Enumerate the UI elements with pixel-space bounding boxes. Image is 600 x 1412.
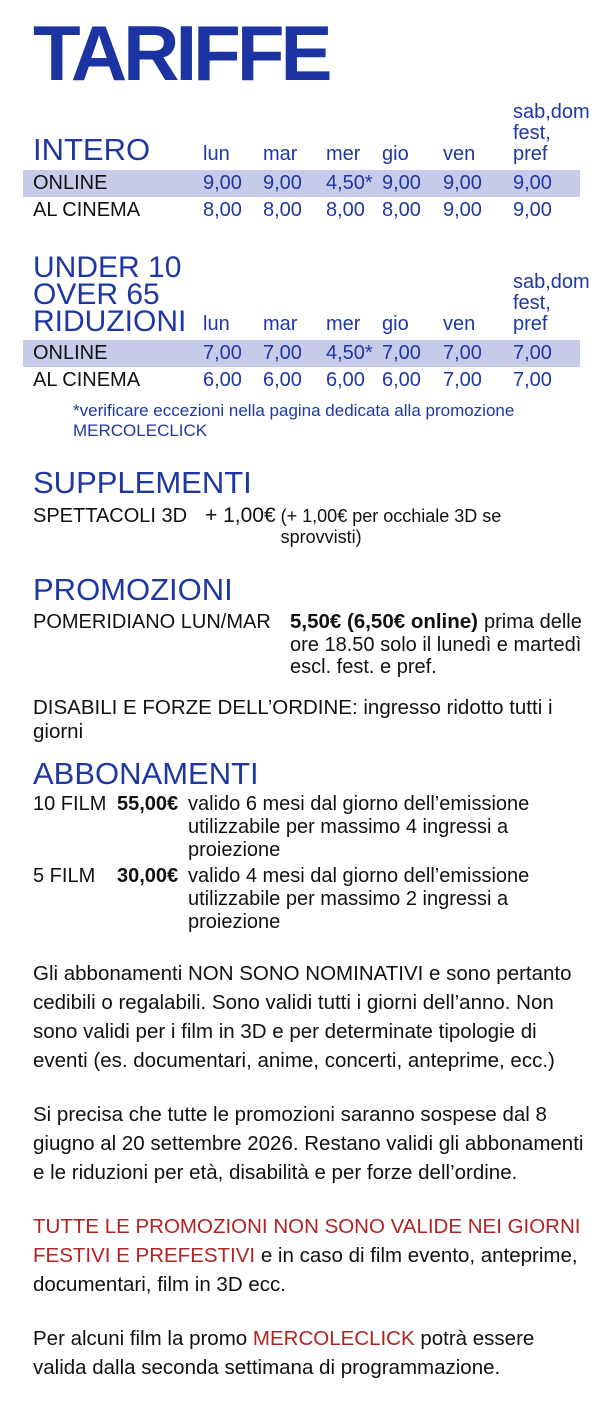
page-title: TARIFFE bbox=[33, 9, 329, 97]
column-header-gio: gio bbox=[382, 143, 409, 166]
promozioni-conditions: prima delle ore 18.50 solo il lunedì e martedì escl. fest. e pref. bbox=[290, 611, 582, 679]
column-header-lun: lun bbox=[203, 143, 230, 166]
promozioni-price: 5,50€ (6,50€ online) bbox=[290, 610, 479, 634]
price-table-riduzioni bbox=[23, 251, 590, 394]
promo-warning-highlight: TUTTE LE PROMOZIONI NON SONO VALIDE NEI GIORNI FESTIVI E PREFESTIVI bbox=[33, 1214, 581, 1267]
table-row-online bbox=[23, 170, 580, 197]
section-abbonamenti bbox=[33, 755, 586, 934]
price-cell: 9,00 bbox=[203, 172, 242, 195]
promozioni-item-row bbox=[33, 611, 586, 679]
supplementi-heading: SUPPLEMENTI bbox=[33, 465, 252, 501]
price-cell: 7,00 bbox=[382, 342, 421, 365]
abbonamento-10-film bbox=[33, 793, 586, 862]
mercoleclick-footnote: *verificare eccezioni nella pagina dedicata alla promozione MERCOLECLICK bbox=[73, 401, 515, 441]
column-header-gio: gio bbox=[382, 313, 409, 336]
price-cell: 8,00 bbox=[203, 199, 242, 222]
column-header-mer: mer bbox=[326, 143, 361, 166]
supplementi-note: (+ 1,00€ per occhiale 3D se sprovvisti) bbox=[280, 506, 502, 548]
row-label: ONLINE bbox=[33, 172, 108, 195]
row-label: ONLINE bbox=[33, 342, 108, 365]
price-cell: 9,00 bbox=[263, 172, 302, 195]
table-header-row bbox=[23, 251, 590, 340]
table-row-al-cinema bbox=[23, 197, 580, 224]
weekend-line-2: fest, pref bbox=[513, 122, 551, 166]
price-cell: 8,00 bbox=[382, 199, 421, 222]
price-cell: 7,00 bbox=[513, 342, 552, 365]
abbonamento-label: 5 FILM bbox=[33, 864, 96, 887]
paragraph-mercoleclick bbox=[33, 1324, 586, 1382]
price-table-intero bbox=[23, 101, 590, 224]
column-header-lun: lun bbox=[203, 313, 230, 336]
abbonamenti-heading: ABBONAMENTI bbox=[33, 755, 259, 791]
price-cell: 4,50* bbox=[326, 342, 373, 365]
price-cell: 8,00 bbox=[326, 199, 365, 222]
price-cell: 7,00 bbox=[263, 342, 302, 365]
table-row-al-cinema bbox=[23, 367, 580, 394]
price-cell: 6,00 bbox=[326, 369, 365, 392]
promozioni-item-label: POMERIDIANO LUN/MAR bbox=[33, 611, 271, 634]
table-title-line: OVER 65 bbox=[33, 278, 160, 312]
abbonamento-5-film bbox=[33, 865, 586, 934]
abbonamento-label: 10 FILM bbox=[33, 792, 107, 815]
table-title-line: RIDUZIONI bbox=[33, 305, 187, 339]
abbonamento-desc-line: valido 4 mesi dal giorno dell’emissione bbox=[188, 864, 530, 887]
column-header-mar: mar bbox=[263, 313, 298, 336]
mercoleclick-post-text: potrà essere valida dalla seconda settimana di programmazione. bbox=[33, 1326, 535, 1379]
supplementi-item-label: SPETTACOLI 3D bbox=[33, 505, 188, 528]
price-cell: 6,00 bbox=[203, 369, 242, 392]
table-title-riduzioni bbox=[33, 251, 203, 339]
abbonamento-desc-line: utilizzabile per massimo 4 ingressi a proiezione bbox=[188, 815, 509, 861]
price-cell: 7,00 bbox=[443, 342, 482, 365]
table-header-row bbox=[23, 101, 590, 170]
column-header-weekend bbox=[513, 272, 590, 335]
weekend-line-1: sab,dom bbox=[513, 101, 590, 124]
row-label: AL CINEMA bbox=[33, 369, 141, 392]
abbonamento-desc-line: utilizzabile per massimo 2 ingressi a proiezione bbox=[188, 887, 509, 933]
paragraph-promo-warning bbox=[33, 1212, 586, 1299]
price-cell: 7,00 bbox=[443, 369, 482, 392]
promozioni-heading: PROMOZIONI bbox=[33, 572, 233, 608]
table-row-online bbox=[23, 340, 580, 367]
table-title-line: INTERO bbox=[33, 132, 151, 168]
table-title-intero bbox=[33, 132, 203, 168]
weekend-line-1: sab,dom bbox=[513, 271, 590, 294]
price-cell: 7,00 bbox=[513, 369, 552, 392]
promo-warning-rest: e in caso di film evento, anteprime, documentari, film in 3D ecc. bbox=[33, 1243, 578, 1296]
row-label: AL CINEMA bbox=[33, 199, 141, 222]
price-cell: 7,00 bbox=[203, 342, 242, 365]
section-supplementi bbox=[33, 467, 586, 548]
price-cell: 9,00 bbox=[513, 199, 552, 222]
weekend-line-2: fest, pref bbox=[513, 292, 551, 336]
promozioni-description bbox=[290, 611, 586, 679]
supplementi-price: + 1,00€ bbox=[205, 504, 276, 528]
price-cell: 9,00 bbox=[443, 172, 482, 195]
mercoleclick-promo-name: MERCOLECLICK bbox=[252, 1326, 415, 1350]
abbonamento-price: 30,00€ bbox=[117, 864, 179, 887]
abbonamento-desc-line: valido 6 mesi dal giorno dell’emissione bbox=[188, 792, 530, 815]
table-title-line: UNDER 10 bbox=[33, 251, 182, 285]
column-header-ven: ven bbox=[443, 143, 476, 166]
disabili-note: DISABILI E FORZE DELL’ORDINE: ingresso ridotto tutti i giorni bbox=[33, 695, 553, 743]
paragraph-abbonamenti-info: Gli abbonamenti NON SONO NOMINATIVI e sono pertanto cedibili o regalabili. Sono validi tutti i giorni dell’anno. Non sono validi per i film in 3D e per determinate tipologie di eventi (es. documentari, anime, concerti, anteprime, ecc.) bbox=[33, 961, 572, 1072]
column-header-mer: mer bbox=[326, 313, 361, 336]
column-header-weekend bbox=[513, 102, 590, 165]
price-cell: 9,00 bbox=[443, 199, 482, 222]
price-cell: 6,00 bbox=[263, 369, 302, 392]
mercoleclick-pre-text: Per alcuni film la promo bbox=[33, 1326, 253, 1350]
paragraph-sospensione-promozioni: Si precisa che tutte le promozioni saranno sospese dal 8 giugno al 20 settembre 2026. Restano validi gli abbonamenti e le riduzioni per età, disabilità e per forze dell’ordine. bbox=[33, 1102, 584, 1184]
abbonamento-price: 55,00€ bbox=[117, 792, 179, 815]
abbonamento-description bbox=[188, 793, 586, 862]
abbonamento-description bbox=[188, 865, 586, 934]
price-cell: 9,00 bbox=[382, 172, 421, 195]
price-cell: 9,00 bbox=[513, 172, 552, 195]
column-header-mar: mar bbox=[263, 143, 298, 166]
price-cell: 4,50* bbox=[326, 172, 373, 195]
column-header-ven: ven bbox=[443, 313, 476, 336]
supplementi-item-row bbox=[33, 504, 586, 548]
price-cell: 6,00 bbox=[382, 369, 421, 392]
price-cell: 8,00 bbox=[263, 199, 302, 222]
section-promozioni bbox=[33, 574, 586, 679]
